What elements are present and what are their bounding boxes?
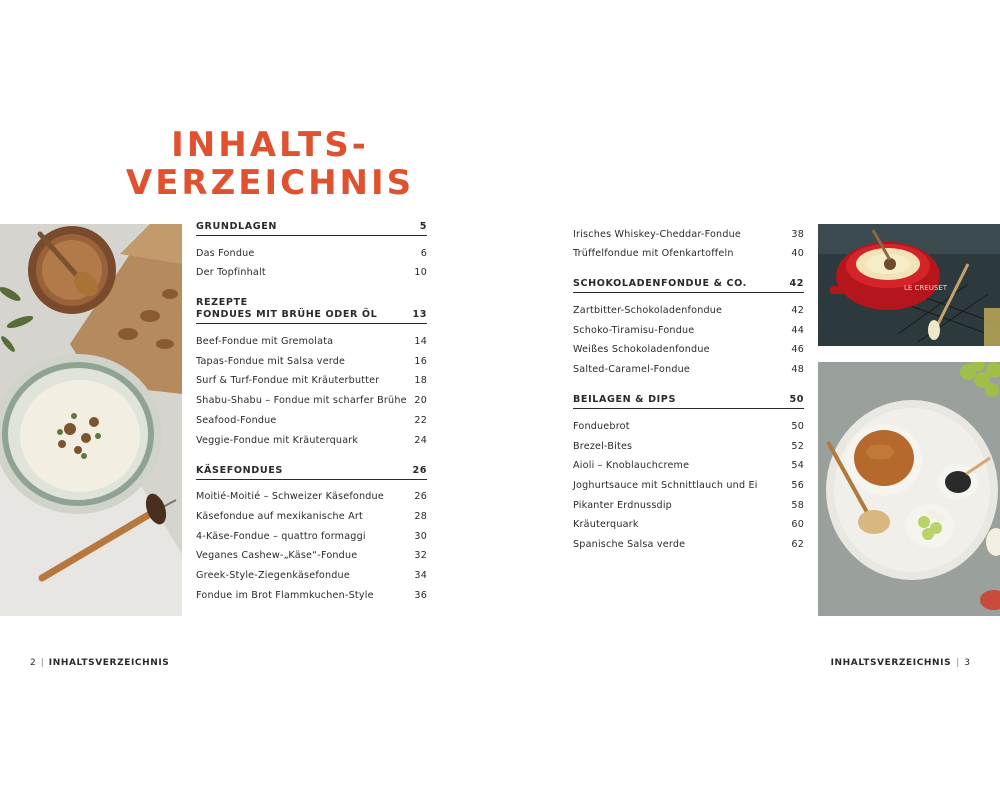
footer-left-label: INHALTSVERZEICHNIS — [48, 658, 170, 668]
toc-entry-page-number: 6 — [420, 247, 427, 259]
toc-entry-title: Irisches Whiskey-Cheddar-Fondue — [573, 228, 741, 240]
toc-entry-title: Brezel-Bites — [573, 440, 633, 452]
toc-entry-title: Weißes Schokoladenfondue — [573, 344, 710, 356]
toc-entry[interactable] — [196, 543, 427, 563]
toc-left-column — [196, 221, 427, 620]
toc-entry[interactable] — [573, 512, 804, 532]
toc-entry-page-number: 54 — [791, 460, 804, 472]
toc-entry-title: Fondue im Brot Flammkuchen-Style — [196, 589, 374, 601]
toc-section-title — [573, 278, 747, 290]
toc-entry-page-number: 24 — [414, 434, 427, 446]
toc-entry[interactable] — [573, 337, 804, 357]
toc-entry-title: Seafood-Fondue — [196, 414, 277, 426]
footer-right-label: INHALTSVERZEICHNIS — [830, 658, 952, 668]
toc-entry-title: Käsefondue auf mexikanische Art — [196, 510, 363, 522]
toc-section-title-line: FONDUES MIT BRÜHE ODER ÖL — [196, 309, 378, 321]
toc-entry[interactable] — [573, 531, 804, 551]
footer-separator: | — [40, 658, 44, 668]
toc-entry-title: Spanische Salsa verde — [573, 538, 686, 550]
toc-entry[interactable] — [196, 484, 427, 504]
toc-right-column — [573, 221, 804, 569]
toc-section-page-number: 5 — [419, 221, 427, 232]
toc-section-title-line: GRUNDLAGEN — [196, 221, 278, 232]
toc-section-title-line: SCHOKOLADENFONDUE & CO. — [573, 278, 747, 290]
toc-section-heading — [196, 221, 427, 236]
toc-section — [573, 394, 804, 551]
toc-entry-page-number: 48 — [791, 364, 804, 376]
title-line-2: VERZEICHNIS — [125, 163, 415, 203]
toc-entry-page-number: 36 — [414, 589, 427, 601]
toc-section-title-line: REZEPTE — [196, 297, 248, 309]
toc-entry-title: Pikanter Erdnussdip — [573, 499, 672, 511]
toc-entry-title: Aioli – Knoblauchcreme — [573, 460, 690, 472]
toc-section-title — [573, 394, 676, 406]
toc-section-page-number: 26 — [412, 464, 427, 476]
toc-entry-page-number: 20 — [414, 395, 427, 407]
toc-section-heading — [573, 394, 804, 409]
footer-left-page-number: 2 — [30, 658, 36, 668]
toc-entry-title: Kräuterquark — [573, 519, 639, 531]
toc-entry-page-number: 56 — [791, 479, 804, 491]
toc-section-page-number: 50 — [789, 394, 804, 406]
toc-section-heading — [196, 465, 427, 480]
toc-entry-title: Salted-Caramel-Fondue — [573, 364, 691, 376]
toc-entry-page-number: 50 — [791, 420, 804, 432]
toc-section-title — [196, 221, 277, 233]
footer-right — [831, 658, 970, 668]
toc-entry-title: Moitié-Moitié – Schweizer Käsefondue — [196, 491, 384, 503]
toc-section-title — [196, 297, 377, 321]
photo-red-fondue-pot — [818, 224, 1000, 346]
toc-entry[interactable] — [196, 240, 427, 260]
toc-entry-page-number: 52 — [791, 440, 804, 452]
toc-entry-page-number: 16 — [414, 355, 427, 367]
toc-entry-page-number: 10 — [414, 267, 427, 279]
toc-entry[interactable] — [196, 328, 427, 348]
toc-entry-title: Surf & Turf-Fondue mit Kräuterbutter — [196, 375, 380, 387]
toc-entry[interactable] — [573, 492, 804, 512]
footer-left — [30, 658, 169, 668]
toc-entry-page-number: 30 — [414, 530, 427, 542]
footer-separator: | — [956, 658, 960, 668]
toc-section-title-line: KÄSEFONDUES — [196, 464, 283, 476]
toc-entry-title: Veggie-Fondue mit Kräuterquark — [196, 434, 359, 446]
toc-entry-page-number: 60 — [791, 519, 804, 531]
toc-section-page-number: 13 — [412, 309, 427, 321]
toc-entry[interactable] — [573, 356, 804, 376]
toc-section-title — [196, 465, 283, 477]
toc-entry-title: Trüffelfondue mit Ofenkartoffeln — [573, 248, 734, 260]
toc-entry[interactable] — [196, 562, 427, 582]
toc-section — [573, 221, 804, 260]
toc-section — [196, 465, 427, 602]
toc-entry[interactable] — [573, 297, 804, 317]
toc-entry[interactable] — [573, 472, 804, 492]
toc-entry-page-number: 14 — [414, 336, 427, 348]
toc-entry[interactable] — [573, 317, 804, 337]
toc-entry[interactable] — [196, 368, 427, 388]
toc-section — [196, 297, 427, 446]
toc-entry-title: Joghurtsauce mit Schnittlauch und Ei — [573, 479, 758, 491]
toc-entry-title: Shabu-Shabu – Fondue mit scharfer Brühe — [196, 395, 407, 407]
toc-entry-page-number: 38 — [791, 228, 804, 240]
toc-entry-page-number: 62 — [791, 538, 804, 550]
toc-entry-page-number: 28 — [414, 510, 427, 522]
toc-entry-title: Beef-Fondue mit Gremolata — [196, 336, 334, 348]
toc-section-heading — [573, 278, 804, 293]
page-title — [120, 126, 420, 202]
toc-section-page-number: 42 — [789, 278, 804, 290]
toc-entry-title: 4-Käse-Fondue – quattro formaggi — [196, 530, 366, 542]
toc-entry-page-number: 44 — [791, 324, 804, 336]
pot-brand-text: LE CREUSET — [904, 284, 947, 292]
toc-entry-title: Der Topfinhalt — [196, 267, 266, 279]
toc-section — [573, 278, 804, 376]
footer-right-page-number: 3 — [964, 658, 970, 668]
toc-entry[interactable] — [196, 260, 427, 280]
toc-entry-page-number: 58 — [791, 499, 804, 511]
toc-entry[interactable] — [196, 407, 427, 427]
toc-entry-title: Tapas-Fondue mit Salsa verde — [196, 355, 346, 367]
toc-entry[interactable] — [573, 241, 804, 261]
photo-cheese-fondue-bowl — [0, 224, 182, 616]
toc-entry-page-number: 46 — [791, 344, 804, 356]
toc-entry-page-number: 18 — [414, 375, 427, 387]
toc-entry[interactable] — [196, 348, 427, 368]
toc-entry-title: Das Fondue — [196, 247, 255, 259]
toc-entry-title: Veganes Cashew-„Käse“-Fondue — [196, 550, 358, 562]
toc-entry[interactable] — [573, 433, 804, 453]
toc-entry[interactable] — [196, 523, 427, 543]
toc-entry-page-number: 32 — [414, 550, 427, 562]
toc-entry[interactable] — [196, 582, 427, 602]
toc-entry-page-number: 26 — [414, 491, 427, 503]
toc-section-title-line: BEILAGEN & DIPS — [573, 394, 676, 406]
toc-entry[interactable] — [196, 503, 427, 523]
toc-entry-title: Greek-Style-Ziegenkäsefondue — [196, 569, 350, 581]
toc-entry[interactable] — [573, 453, 804, 473]
toc-entry-title: Schoko-Tiramisu-Fondue — [573, 324, 695, 336]
toc-section-heading — [196, 297, 427, 324]
toc-entry[interactable] — [196, 387, 427, 407]
photo-dips-plate — [818, 362, 1000, 616]
title-line-1: INHALTS- — [171, 125, 369, 165]
toc-entry-title: Fonduebrot — [573, 420, 630, 432]
toc-entry-title: Zartbitter-Schokoladenfondue — [573, 305, 723, 317]
toc-entry[interactable] — [573, 221, 804, 241]
toc-entry-page-number: 42 — [791, 305, 804, 317]
toc-entry-page-number: 22 — [414, 414, 427, 426]
toc-entry[interactable] — [573, 413, 804, 433]
toc-entry[interactable] — [196, 427, 427, 447]
toc-entry-page-number: 40 — [791, 248, 804, 260]
toc-section — [196, 221, 427, 279]
toc-entry-page-number: 34 — [414, 569, 427, 581]
